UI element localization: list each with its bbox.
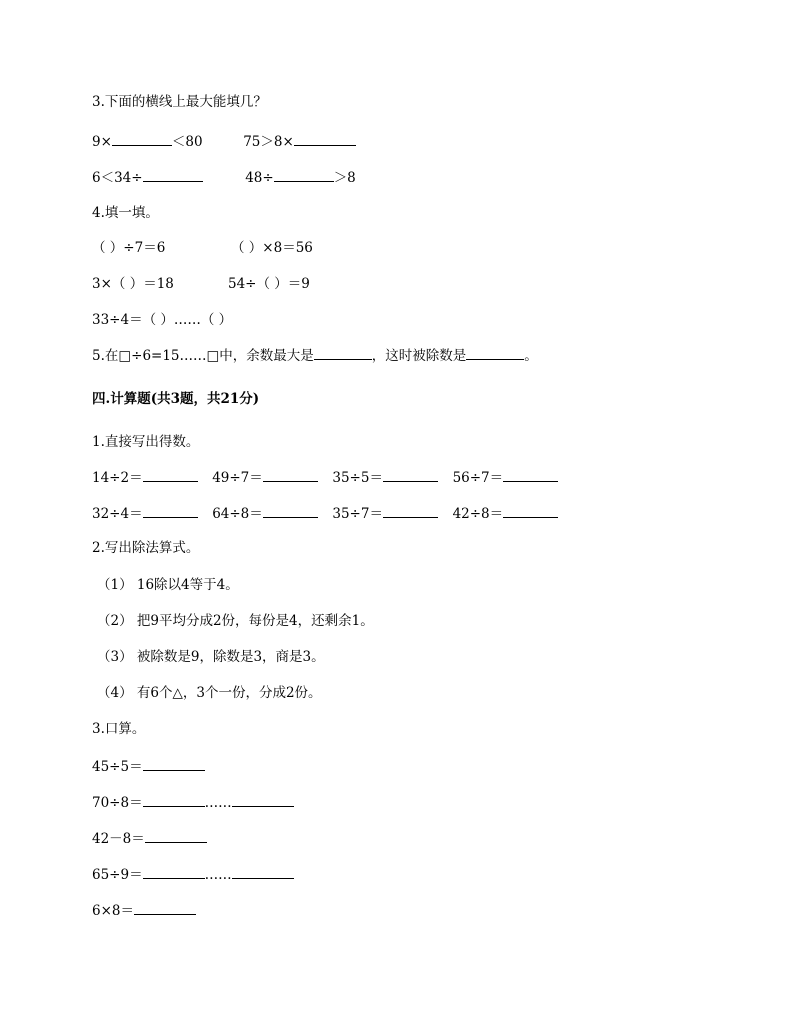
answer-blank[interactable]: [143, 467, 198, 482]
q4-r3: 33÷4＝（ ）……（ ）: [92, 312, 233, 328]
answer-blank[interactable]: [134, 900, 196, 915]
answer-blank[interactable]: [143, 792, 205, 807]
q3-row1: [92, 131, 356, 152]
c2-title: 2.写出除法算式。: [92, 540, 200, 556]
c1-expr: 49÷7＝: [212, 470, 263, 486]
c3-row-c: [92, 828, 207, 849]
c2-item-1: （1） 16除以4等于4。: [97, 577, 239, 593]
q4-r2a: 3×（ ）＝18: [92, 276, 174, 292]
q4-r1b: （ ）×8＝56: [231, 240, 313, 256]
answer-blank[interactable]: [383, 503, 438, 518]
answer-blank[interactable]: [263, 503, 318, 518]
answer-blank[interactable]: [143, 864, 205, 879]
c1-title: 1.直接写出得数。: [92, 434, 200, 450]
answer-blank[interactable]: [314, 345, 372, 360]
ellipsis: ……: [204, 795, 232, 811]
c2-item-2: （2） 把9平均分成2份，每份是4，还剩余1。: [97, 613, 374, 629]
q5-mid: ，这时被除数是: [371, 348, 467, 364]
q3-r2a-pre: 6＜34÷: [92, 170, 143, 186]
c1-expr: 64÷8＝: [212, 506, 263, 522]
q4-r1a: （ ）÷7＝6: [92, 240, 166, 256]
answer-blank[interactable]: [143, 503, 198, 518]
answer-blank[interactable]: [232, 864, 294, 879]
answer-blank[interactable]: [112, 131, 172, 146]
c1-expr: 56÷7＝: [452, 470, 504, 486]
q3-title: 3.下面的横线上最大能填几？: [92, 94, 267, 110]
c1-row1: [92, 467, 558, 488]
c3-row-b: [92, 792, 294, 813]
c1-row2: [92, 503, 558, 524]
answer-blank[interactable]: [294, 131, 356, 146]
q5-end: 。: [524, 348, 538, 364]
q3-r2b-post: ＞8: [333, 170, 356, 186]
c3-row-a: [92, 756, 205, 777]
q4-title: 4.填一填。: [92, 205, 159, 221]
q5-line: [92, 345, 538, 366]
answer-blank[interactable]: [503, 467, 558, 482]
q5-pre: 5.在□÷6=15……□中，余数最大是: [92, 348, 314, 364]
c2-item-4: （4） 有6个△，3个一份，分成2份。: [97, 685, 322, 701]
c3-expr: 65÷9＝: [92, 867, 143, 883]
answer-blank[interactable]: [274, 167, 334, 182]
section-4-title: 四.计算题(共3题，共21分): [92, 391, 260, 407]
answer-blank[interactable]: [232, 792, 294, 807]
answer-blank[interactable]: [503, 503, 558, 518]
c1-expr: 32÷4＝: [92, 506, 143, 522]
c1-expr: 42÷8＝: [452, 506, 504, 522]
c1-expr: 35÷5＝: [332, 470, 383, 486]
c3-title: 3.口算。: [92, 721, 146, 737]
q3-r1b-pre: 75＞8×: [243, 134, 294, 150]
c3-expr: 70÷8＝: [92, 795, 143, 811]
answer-blank[interactable]: [143, 756, 205, 771]
answer-blank[interactable]: [143, 167, 203, 182]
answer-blank[interactable]: [383, 467, 438, 482]
q3-row2: [92, 167, 356, 188]
answer-blank[interactable]: [145, 828, 207, 843]
c3-row-d: [92, 864, 294, 885]
c1-expr: 14÷2＝: [92, 470, 143, 486]
c3-row-e: [92, 900, 196, 921]
ellipsis: ……: [204, 867, 232, 883]
q4-r2b: 54÷（ ）＝9: [228, 276, 310, 292]
c3-expr: 45÷5＝: [92, 759, 143, 775]
c1-expr: 35÷7＝: [332, 506, 383, 522]
answer-blank[interactable]: [466, 345, 524, 360]
q3-r1a-pre: 9×: [92, 134, 112, 150]
q3-r2b-pre: 48÷: [245, 170, 274, 186]
q3-r1a-post: ＜80: [171, 134, 203, 150]
answer-blank[interactable]: [263, 467, 318, 482]
c3-expr: 6×8＝: [92, 903, 134, 919]
c2-item-3: （3） 被除数是9，除数是3，商是3。: [97, 649, 325, 665]
c3-expr: 42－8＝: [92, 831, 145, 847]
